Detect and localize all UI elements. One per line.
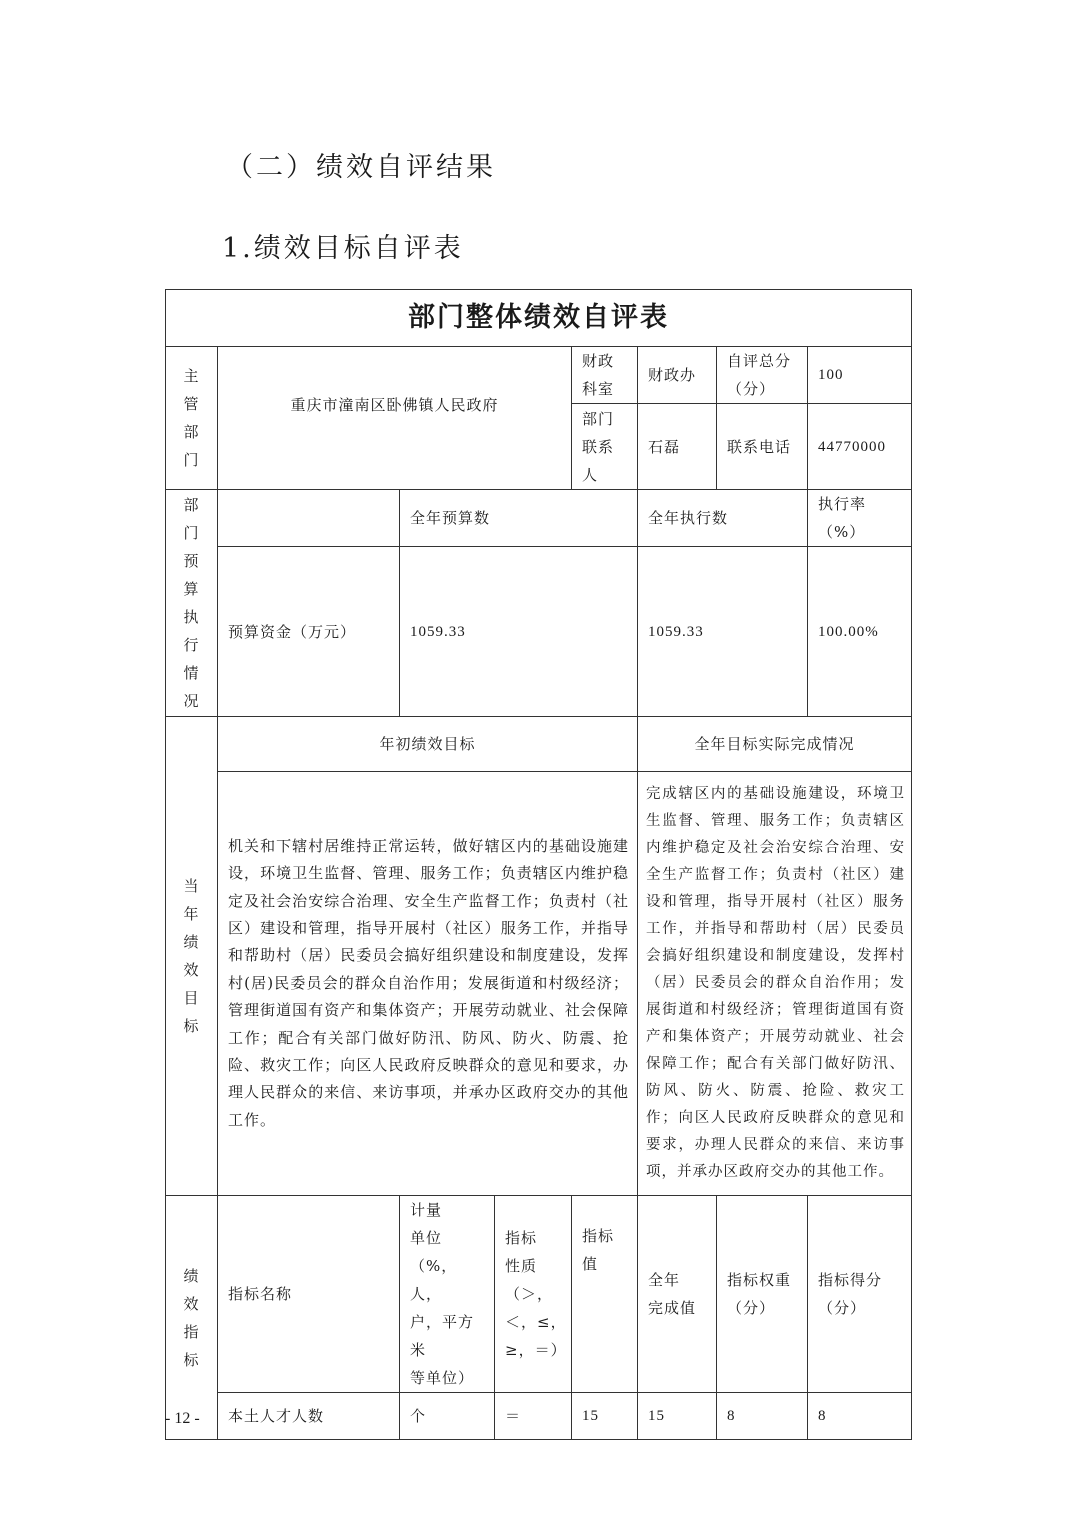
budget-label [166,490,218,717]
indicator-name: 本土人才人数 [218,1393,400,1440]
contact-label: 部门 联系 人 [572,404,638,490]
indicator-nature: ＝ [495,1393,572,1440]
indicator-unit: 个 [400,1393,495,1440]
ind-name-header: 指标名称 [218,1196,400,1393]
indicator-label [166,1196,218,1440]
fin-dept-label: 财政 科室 [572,347,638,404]
goal-label [166,717,218,1196]
ind-unit-header: 计量 单位 （%，人， 户，平方米 等单位） [400,1196,495,1393]
ind-nature-header: 指标 性质 （＞， ＜，≤， ≥，＝） [495,1196,572,1393]
indicator-label-text: 绩 效 指 标 [183,1266,200,1369]
dept-label [166,347,218,490]
indicator-score: 8 [808,1393,912,1440]
fin-dept-value: 财政办 [638,347,717,404]
goal-label-text: 当 年 绩 效 目 标 [183,877,200,1035]
indicator-completion: 15 [638,1393,717,1440]
total-score-label: 自评总分 （分） [717,347,808,404]
indicator-value: 15 [572,1393,638,1440]
exec-rate: 100.00% [808,547,912,717]
budget-row-label: 预算资金（万元） [218,547,400,717]
dept-label-text: 主 管 部 门 [183,367,200,469]
dept-name: 重庆市潼南区卧佛镇人民政府 [218,347,572,490]
goal-actual-header: 全年目标实际完成情况 [638,717,912,772]
goal-initial-text: 机关和下辖村居维持正常运转，做好辖区内的基础设施建设，环境卫生监督、管理、服务工作；负责辖区内维护稳定及社会治安综合治理、安全生产监督工作；负责村（社区）建设和管理，指导开展村（社区）服务工作，并指导和帮助村（居）民委员会搞好组织建设和制度建设，发挥村(居)民委员会的群众自治作用；发展街道和村级经济；管理街道国有资产和集体资产；开展劳动就业、社会保障工作；配合有关部门做好防汛、防风、防火、防震、抢险、救灾工作；向区人民政府反映群众的意见和要求，办理人民群众的来信、来访事项，并承办区政府交办的其他工作。 [218,772,638,1196]
table-title: 部门整体绩效自评表 [166,290,912,347]
ind-weight-header: 指标权重 （分） [717,1196,808,1393]
goal-actual-text: 完成辖区内的基础设施建设，环境卫生监督、管理、服务工作；负责辖区内维护稳定及社会治安综合治理、安全生产监督工作；负责村（社区）建设和管理，指导开展村（社区）服务工作，并指导和帮助村（居）民委员会搞好组织建设和制度建设，发挥村（居）民委员会的群众自治作用；发展街道和村级经济；管理街道国有资产和集体资产；开展劳动就业、社会保障工作；配合有关部门做好防汛、防风、防火、防震、抢险、救灾工作；向区人民政府反映群众的意见和要求，办理人民群众的来信、来访事项，并承办区政府交办的其他工作。 [638,772,912,1196]
budget-amount: 1059.33 [400,547,638,717]
annual-exec-header: 全年执行数 [638,490,808,547]
budget-label-text: 部 门 预 算 执 行 情 况 [183,496,200,710]
table-row [166,1393,912,1440]
budget-header-blank [218,490,400,547]
subsection-heading: 1.绩效目标自评表 [222,233,464,264]
exec-amount: 1059.33 [638,547,808,717]
section-heading: （二）绩效自评结果 [226,152,496,183]
total-score-value: 100 [808,347,912,404]
goal-initial-header: 年初绩效目标 [218,717,638,772]
performance-self-evaluation-table [165,289,912,1440]
exec-rate-header: 执行率 （%） [808,490,912,547]
ind-value-header: 指标 值 [572,1196,638,1393]
ind-score-header: 指标得分 （分） [808,1196,912,1393]
annual-budget-header: 全年预算数 [400,490,638,547]
contact-value: 石磊 [638,404,717,490]
ind-completion-header: 全年 完成值 [638,1196,717,1393]
indicator-weight: 8 [717,1393,808,1440]
page-number: - 12 - [165,1410,200,1427]
phone-value: 44770000 [808,404,912,490]
phone-label: 联系电话 [717,404,808,490]
